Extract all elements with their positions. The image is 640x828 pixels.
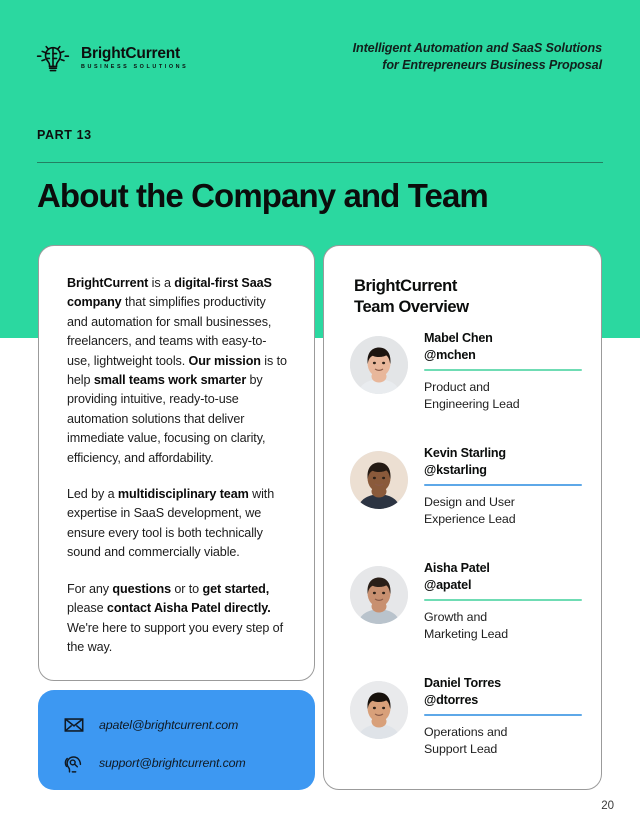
team-member-role-line-2: Engineering Lead [424,396,520,411]
contact-email-text: apatel@brightcurrent.com [99,718,239,732]
team-card [323,245,602,790]
team-member-divider [424,369,582,371]
logo-subtitle: BUSINESS SOLUTIONS [81,63,189,70]
contact-box [38,690,315,790]
team-member-role-line-2: Support Lead [424,741,498,756]
page-title: About the Company and Team [37,177,488,214]
team-member-info [424,560,603,642]
team-member-handle: @apatel [424,577,472,592]
contact-email-row[interactable] [63,714,238,736]
title-divider [37,162,603,163]
team-member [324,445,603,560]
team-member-info [424,675,603,757]
avatar [350,681,408,739]
team-member-role-line-2: Experience Lead [424,511,516,526]
about-paragraph: Led by a multidisciplinary team with expertise in SaaS development, we ensure every tool is both technically sound and commercially viable. [67,487,275,560]
team-member-name: Daniel Torres [424,676,501,690]
avatar [350,336,408,394]
team-member-name: Aisha Patel [424,561,490,575]
team-member-role-line-2: Marketing Lead [424,626,509,641]
team-member-role-line-1: Growth and [424,610,488,624]
avatar [350,451,408,509]
team-member-handle: @kstarling [424,462,487,477]
team-member-role-line-1: Product and [424,380,490,394]
avatar [350,566,408,624]
team-member-role-line-1: Operations and [424,725,508,739]
about-card [38,245,315,681]
headset-support-icon [63,752,85,774]
document-tagline [353,40,602,74]
team-member-info [424,445,603,527]
envelope-icon [63,714,85,736]
team-member-name: Kevin Starling [424,446,506,460]
about-paragraph: For any questions or to get started, please contact Aisha Patel directly. We're here to support you every step of the way. [67,581,283,654]
team-card-title [354,276,469,318]
top-bar [0,0,640,104]
lightbulb-brain-icon [33,38,73,78]
team-member-handle: @mchen [424,347,476,362]
team-member-divider [424,484,582,486]
contact-support-text: support@brightcurrent.com [99,756,246,770]
logo-name: BrightCurrent [81,45,181,63]
tagline-line-1: Intelligent Automation and SaaS Solutions [352,41,602,55]
team-title-line-1: BrightCurrent [354,277,457,295]
team-member [324,675,603,790]
team-member-handle: @dtorres [424,692,479,707]
about-paragraph: BrightCurrent is a digital-first SaaS company that simplifies productivity and automation for small businesses, freelancers, and teams with easy-to-use, lightweight tools. Our mission is to help small teams work smarter by providing intuitive, ready-to-use automation solutions that deliver immediate value, focusing on clarity, efficiency, and affordability. [67,276,287,465]
page-number: 20 [601,800,614,812]
team-member-divider [424,714,582,716]
team-member-name: Mabel Chen [424,331,493,345]
contact-support-row[interactable] [63,752,246,774]
brand-logo [33,38,188,78]
team-member-divider [424,599,582,601]
team-member-info [424,330,603,412]
part-label: PART 13 [37,128,92,142]
tagline-line-2: for Entrepreneurs Business Proposal [382,58,602,72]
team-member-list [324,330,603,790]
team-member-role-line-1: Design and User [424,495,515,509]
team-member [324,330,603,445]
team-member [324,560,603,675]
team-title-line-2: Team Overview [354,298,469,316]
about-body-copy [67,274,289,657]
